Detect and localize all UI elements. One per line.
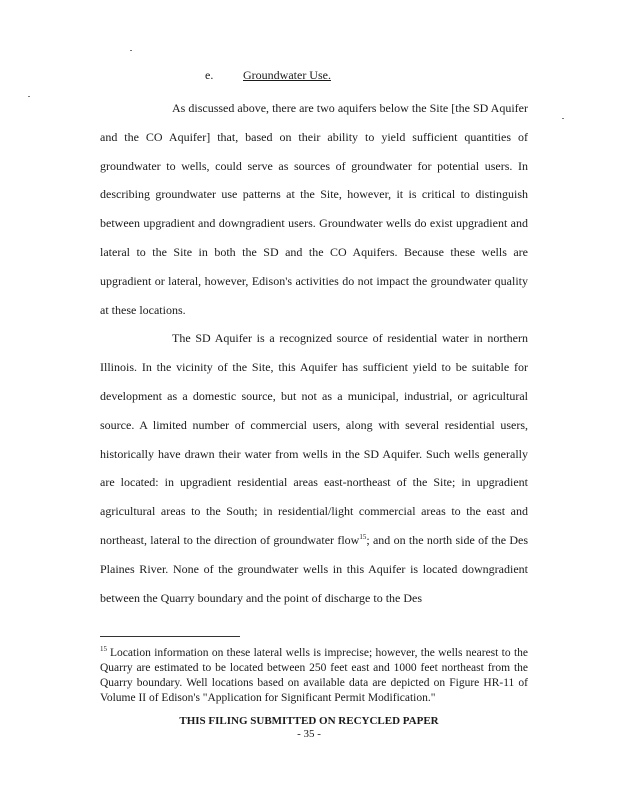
section-heading [205, 68, 331, 83]
scan-speck [562, 118, 564, 119]
footnote-reference: 15 [359, 532, 367, 541]
paragraph: As discussed above, there are two aquifers below the Site [the SD Aquifer and the CO Aquifer] that, based on their ability to yield sufficient quantities of groundwater to wells, could serve as sources of groundwater for potential users. In describing groundwater use patterns at the Site, however, it is critical to distinguish between upgradient and downgradient users. Groundwater wells do exist upgradient and lateral to the Site in both the SD and the CO Aquifers. Because these wells are upgradient or lateral, however, Edison's activities do not impact the groundwater quality at these locations. [100, 101, 528, 317]
footnote-separator [100, 636, 240, 637]
page-footer [0, 715, 618, 741]
paragraph-text: ; and on the north side of the Des Plaines River. None of the groundwater wells in this Aquifer is located downgradient between the Quarry boundary and the point of discharge to the Des [100, 532, 528, 605]
body-text [100, 94, 528, 612]
footnote [100, 646, 528, 706]
scan-speck [130, 50, 132, 51]
footnote-number: 15 [100, 645, 107, 654]
recycled-paper-notice: THIS FILING SUBMITTED ON RECYCLED PAPER [179, 715, 439, 727]
section-letter: e. [205, 68, 214, 82]
footnote-text: Location information on these lateral wells is imprecise; however, the wells nearest to the Quarry are estimated to be located between 250 feet east and 1000 feet northeast from the Quarry boundary. Well locations based on available data are depicted on Figure HR-11 of Volume II of Edison's "Application for Significant Permit Modification." [100, 647, 528, 704]
page-number: - 35 - [297, 728, 321, 740]
scan-speck [28, 96, 30, 97]
paragraph [100, 324, 528, 612]
paragraph-text: The SD Aquifer is a recognized source of residential water in northern Illinois. In the vicinity of the Site, this Aquifer has sufficient yield to be suitable for development as a domestic source, but not as a municipal, industrial, or agricultural source. A limited number of commercial users, along with several residential users, historically have drawn their water from wells in the SD Aquifer. Such wells generally are located: in upgradient residential areas east-northeast of the Site; in upgradient agricultural areas to the South; in residential/light commercial areas to the east and northeast, lateral to the direction of groundwater flow [100, 331, 528, 547]
section-title: Groundwater Use. [243, 68, 331, 82]
